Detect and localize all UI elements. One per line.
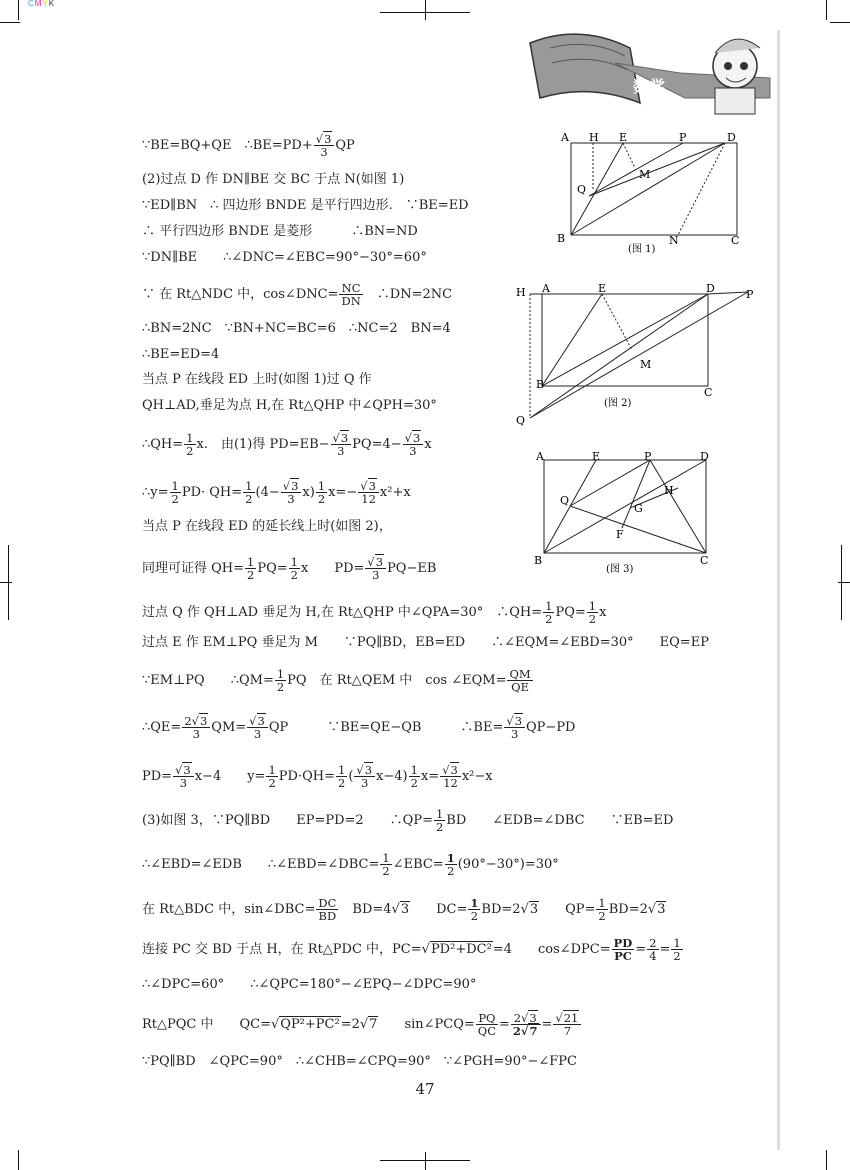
svg-text:H: H xyxy=(664,484,674,497)
crop-mark xyxy=(0,582,12,583)
text-line: ∵ 在 Rt△NDC 中，cos∠DNC= $\frac{NC}{DN}$ ∴DN=2NC xyxy=(142,281,453,308)
svg-text:M: M xyxy=(640,358,652,371)
crop-mark xyxy=(838,582,850,583)
page-edge-bar xyxy=(777,30,780,1150)
svg-text:E: E xyxy=(619,131,628,144)
svg-text:P: P xyxy=(679,131,687,144)
text-line: QH⊥AD,垂足为点 H,在 Rt△QHP 中∠QPH=30° xyxy=(142,398,437,413)
svg-text:G: G xyxy=(634,502,643,515)
svg-text:E: E xyxy=(598,282,607,295)
text-line: ∴BE=ED=4 xyxy=(142,347,220,362)
crop-mark xyxy=(830,22,850,23)
header-banner xyxy=(520,18,775,118)
text-line: 当点 P 在线段 ED 的延长线上时(如图 2)， xyxy=(142,519,392,534)
text-line: 过点 Q 作 QH⊥AD 垂足为 H,在 Rt△QHP 中∠QPA=30° ∴QH= $\frac{1}{2}$ PQ= $\frac{1}{2}$ x xyxy=(142,599,607,626)
text-line: ∴∠EBD=∠EDB ∴∠EBD=∠DBC= $\frac{1}{2}$ ∠EBC= $\frac{1}{2}$ (90°−30°)=30° xyxy=(142,851,559,878)
figure-1 xyxy=(553,128,753,258)
text-line: ∴y= $\frac{1}{2}$ PD· QH= $\frac{1}{2}$ (4− $\frac{√3}{3}$ x) $\frac{1}{2}$ x=− $\frac{√3}{12}$ x²+x xyxy=(142,479,411,506)
svg-text:E: E xyxy=(592,450,601,463)
text-line: PD= $\frac{√3}{3}$ x−4 y= $\frac{1}{2}$ PD·QH= $\frac{1}{2}$ ( $\frac{√3}{3}$ x−4) $\frac{1}{2}$ x= $\frac{√3}{12}$ x²−x xyxy=(142,763,493,790)
text-line: ∴QE= $\frac{2√3}{3}$ QM= $\frac{√3}{3}$ QP ∵BE=QE−QB ∴BE= $\frac{√3}{3}$ QP−PD xyxy=(142,714,576,741)
crop-mark xyxy=(8,545,9,620)
text-line: ∴ 平行四边形 BNDE 是菱形 ∴BN=ND xyxy=(142,224,418,239)
svg-text:(图 1): (图 1) xyxy=(628,244,656,255)
svg-text:(图 3): (图 3) xyxy=(606,564,634,575)
svg-text:(图 2): (图 2) xyxy=(604,398,632,409)
svg-text:B: B xyxy=(557,232,566,245)
crop-mark xyxy=(826,1150,827,1170)
crop-mark xyxy=(826,0,827,20)
svg-text:D: D xyxy=(706,282,715,295)
svg-text:A: A xyxy=(536,450,544,463)
text-line: ∴QH= $\frac{1}{2}$ x. 由(1)得 PD=EB− $\frac{√3}{3}$ PQ=4− $\frac{√3}{3}$ x xyxy=(142,431,432,458)
svg-text:D: D xyxy=(700,450,709,463)
text-line: (2)过点 D 作 DN∥BE 交 BC 于点 N(如图 1) xyxy=(142,172,405,187)
text-line: ∴BN=2NC ∵BN+NC=BC=6 ∴NC=2 BN=4 xyxy=(142,321,451,336)
text-line: Rt△PQC 中 QC=√QP²+PC²=2√7 sin∠PCQ= $\frac{PQ}{QC}$ = $\frac{2√3}{2√7}$ = $\frac{√21}{7}$ xyxy=(142,1012,582,1037)
crop-mark xyxy=(18,1150,19,1170)
crop-mark xyxy=(425,0,426,20)
svg-text:P: P xyxy=(644,450,652,463)
text-line: ∵DN∥BE ∴∠DNC=∠EBC=90°−30°=60° xyxy=(142,250,427,265)
svg-text:F: F xyxy=(616,528,624,541)
svg-text:P: P xyxy=(746,288,754,301)
svg-text:Q: Q xyxy=(516,414,526,427)
figure-2 xyxy=(512,282,762,430)
svg-text:Q: Q xyxy=(560,494,570,507)
text-line: 当点 P 在线段 ED 上时(如图 1)过 Q 作 xyxy=(142,372,372,387)
page-number: 47 xyxy=(415,1080,435,1098)
text-line: ∵EM⊥PQ ∴QM= $\frac{1}{2}$ PQ 在 Rt△QEM 中 cos ∠EQM= $\frac{QM}{QE}$ xyxy=(142,667,531,694)
text-line: 在 Rt△BDC 中，sin∠DBC= $\frac{DC}{BD}$ BD=4√3 DC= $\frac{1}{2}$ BD=2√3 QP= $\frac{1}{2}$ BD=2√3 xyxy=(142,896,666,923)
text-line: 连接 PC 交 BD 于点 H，在 Rt△PDC 中，PC=√PD²+DC²=4 cos∠DPC= $\frac{PD}{PC}$ = $\frac{2}{4}$ = $\frac{1}{2}$ xyxy=(142,936,681,963)
book-cartoon-icon xyxy=(520,18,775,118)
cmyk-color-bar: CMYK xyxy=(28,0,56,8)
svg-text:N: N xyxy=(669,234,679,247)
svg-text:M: M xyxy=(639,168,651,181)
text-line: 过点 E 作 EM⊥PQ 垂足为 M ∵PQ∥BD，EB=ED ∴∠EQM=∠EBD=30° EQ=EP xyxy=(142,635,709,650)
text-line: (3)如图 3，∵PQ∥BD EP=PD=2 ∴QP= $\frac{1}{2}$ BD ∠EDB=∠DBC ∵EB=ED xyxy=(142,807,674,834)
svg-text:H: H xyxy=(589,131,599,144)
text-line: ∵ED∥BN ∴ 四边形 BNDE 是平行四边形. ∵BE=ED xyxy=(142,198,469,213)
crop-mark xyxy=(0,22,20,23)
svg-text:A: A xyxy=(542,282,550,295)
subject-label: 数学 xyxy=(633,77,666,96)
svg-text:H: H xyxy=(516,286,526,299)
text-line: ∵PQ∥BD ∠QPC=90° ∴∠CHB=∠CPQ=90° ∵∠PGH=90°−∠FPC xyxy=(142,1054,577,1069)
svg-text:C: C xyxy=(731,234,740,247)
svg-text:D: D xyxy=(727,131,736,144)
svg-text:C: C xyxy=(704,386,713,399)
text-line: ∴∠DPC=60° ∴∠QPC=180°−∠EPQ−∠DPC=90° xyxy=(142,977,477,992)
svg-text:A: A xyxy=(561,131,569,144)
svg-text:B: B xyxy=(534,554,543,567)
text-line: ∵BE=BQ+QE ∴BE=PD+ $\frac{√3}{3}$ QP xyxy=(142,132,355,159)
figure-3 xyxy=(530,448,730,578)
svg-text:C: C xyxy=(700,554,709,567)
text-line: 同理可证得 QH= $\frac{1}{2}$ PQ= $\frac{1}{2}$ x PD= $\frac{√3}{3}$ PQ−EB xyxy=(142,555,437,582)
crop-mark xyxy=(18,0,19,20)
svg-text:Q: Q xyxy=(577,183,587,196)
svg-text:B: B xyxy=(536,378,545,391)
crop-mark xyxy=(425,1152,426,1170)
crop-mark xyxy=(841,545,842,620)
